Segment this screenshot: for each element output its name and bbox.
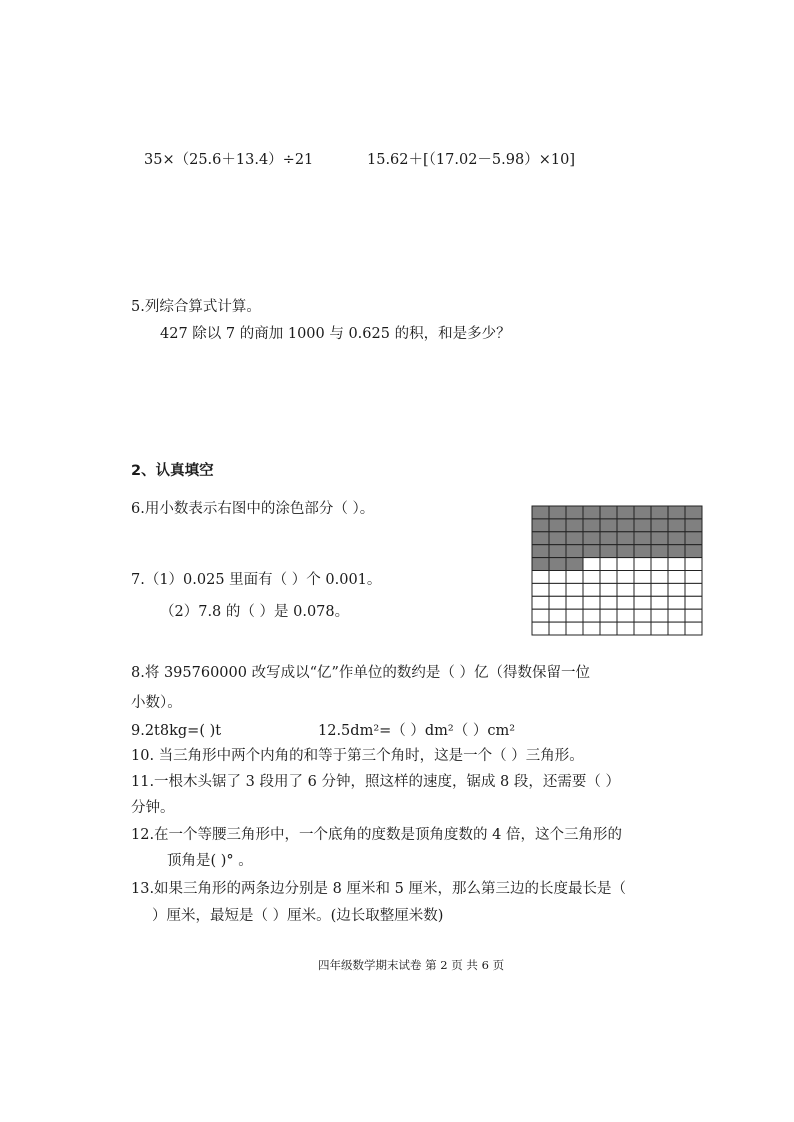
grid-cell bbox=[617, 571, 634, 584]
grid-cell-shaded bbox=[549, 519, 566, 532]
grid-cell bbox=[651, 571, 668, 584]
q6-text: 6.用小数表示右图中的涂色部分（ ）。 bbox=[131, 501, 375, 517]
grid-cell-shaded bbox=[634, 545, 651, 558]
q7-line2: （2）7.8 的（ ）是 0.078。 bbox=[160, 604, 350, 620]
grid-cell bbox=[532, 596, 549, 609]
grid-cell bbox=[617, 583, 634, 596]
grid-cell bbox=[600, 622, 617, 635]
q13-line1: 13.如果三角形的两条边分别是 8 厘米和 5 厘米，那么第三边的长度最长是（ bbox=[131, 881, 626, 897]
grid-cell-shaded bbox=[685, 545, 702, 558]
grid-cell bbox=[566, 596, 583, 609]
grid-cell-shaded bbox=[566, 558, 583, 571]
grid-cell-shaded bbox=[651, 506, 668, 519]
grid-cell-shaded bbox=[600, 532, 617, 545]
grid-cell bbox=[651, 609, 668, 622]
grid-cell bbox=[600, 571, 617, 584]
q12-line2: 顶角是( )° 。 bbox=[167, 853, 253, 869]
grid-cell-shaded bbox=[532, 545, 549, 558]
grid-cell-shaded bbox=[549, 532, 566, 545]
grid-cell bbox=[549, 583, 566, 596]
q9-part1: 9.2t8kg=( )t bbox=[131, 723, 222, 739]
grid-cell bbox=[600, 583, 617, 596]
q8-line1: 8.将 395760000 改写成以“亿”作单位的数约是（ ）亿（得数保留一位 bbox=[131, 665, 591, 681]
grid-cell-shaded bbox=[651, 532, 668, 545]
grid-cell bbox=[617, 558, 634, 571]
grid-cell-shaded bbox=[617, 545, 634, 558]
grid-cell bbox=[668, 583, 685, 596]
grid-cell-shaded bbox=[600, 519, 617, 532]
grid-cell-shaded bbox=[549, 506, 566, 519]
grid-cell bbox=[685, 596, 702, 609]
grid-cell bbox=[532, 622, 549, 635]
grid-cell-shaded bbox=[634, 519, 651, 532]
grid-cell bbox=[651, 583, 668, 596]
grid-cell bbox=[634, 558, 651, 571]
grid-cell-shaded bbox=[583, 545, 600, 558]
grid-cell bbox=[549, 609, 566, 622]
grid-cell bbox=[600, 558, 617, 571]
grid-cell bbox=[651, 558, 668, 571]
grid-cell bbox=[549, 596, 566, 609]
grid-cell bbox=[651, 622, 668, 635]
grid-cell bbox=[583, 609, 600, 622]
calc-expression-1: 35×（25.6＋13.4）÷21 bbox=[144, 152, 314, 168]
calc-expression-2: 15.62＋[（17.02－5.98）×10] bbox=[367, 152, 575, 168]
q10-text: 10. 当三角形中两个内角的和等于第三个角时，这是一个（ ）三角形。 bbox=[131, 748, 584, 764]
grid-cell bbox=[634, 596, 651, 609]
grid-cell bbox=[583, 622, 600, 635]
grid-cell bbox=[617, 596, 634, 609]
grid-cell bbox=[668, 571, 685, 584]
grid-cell bbox=[685, 609, 702, 622]
grid-cell bbox=[566, 583, 583, 596]
q5-title: 5.列综合算式计算。 bbox=[131, 299, 261, 315]
grid-cell-shaded bbox=[668, 519, 685, 532]
grid-cell bbox=[583, 558, 600, 571]
grid-cell-shaded bbox=[532, 532, 549, 545]
grid-cell bbox=[583, 596, 600, 609]
grid-cell-shaded bbox=[651, 519, 668, 532]
section-title: 2、认真填空 bbox=[131, 463, 214, 479]
grid-cell-shaded bbox=[566, 532, 583, 545]
grid-cell-shaded bbox=[566, 506, 583, 519]
grid-cell bbox=[600, 596, 617, 609]
grid-cell-shaded bbox=[668, 506, 685, 519]
grid-cell bbox=[634, 583, 651, 596]
q7-line1: 7.（1）0.025 里面有（ ）个 0.001。 bbox=[131, 572, 382, 588]
grid-cell bbox=[566, 609, 583, 622]
grid-cell bbox=[634, 609, 651, 622]
q11-line1: 11.一根木头锯了 3 段用了 6 分钟，照这样的速度，锯成 8 段，还需要（ ） bbox=[131, 774, 620, 790]
grid-cell-shaded bbox=[532, 506, 549, 519]
grid-cell-shaded bbox=[600, 545, 617, 558]
grid-cell bbox=[651, 596, 668, 609]
grid-cell bbox=[668, 622, 685, 635]
grid-cell bbox=[566, 571, 583, 584]
grid-cell-shaded bbox=[651, 545, 668, 558]
grid-cell bbox=[532, 583, 549, 596]
grid-cell-shaded bbox=[549, 558, 566, 571]
grid-cell-shaded bbox=[617, 532, 634, 545]
grid-cell-shaded bbox=[685, 506, 702, 519]
grid-cell-shaded bbox=[634, 532, 651, 545]
grid-cell bbox=[583, 571, 600, 584]
q9-part2: 12.5dm²=（ ）dm²（ ）cm² bbox=[318, 723, 516, 739]
grid-cell bbox=[685, 558, 702, 571]
grid-cell-shaded bbox=[549, 545, 566, 558]
grid-cell-shaded bbox=[600, 506, 617, 519]
grid-cell-shaded bbox=[634, 506, 651, 519]
grid-cell-shaded bbox=[532, 558, 549, 571]
grid-cell bbox=[566, 622, 583, 635]
grid-cell bbox=[685, 583, 702, 596]
q5-text: 427 除以 7 的商加 1000 与 0.625 的积，和是多少？ bbox=[160, 326, 511, 342]
page-footer: 四年级数学期末试卷 第 2 页 共 6 页 bbox=[318, 958, 505, 972]
grid-cell-shaded bbox=[617, 506, 634, 519]
grid-cell-shaded bbox=[685, 532, 702, 545]
grid-cell bbox=[668, 558, 685, 571]
grid-cell bbox=[634, 622, 651, 635]
grid-cell bbox=[617, 609, 634, 622]
grid-cell-shaded bbox=[583, 532, 600, 545]
grid-cell-shaded bbox=[617, 519, 634, 532]
grid-cell-shaded bbox=[668, 532, 685, 545]
q8-line2: 小数）。 bbox=[131, 695, 182, 711]
grid-cell bbox=[532, 609, 549, 622]
grid-cell-shaded bbox=[566, 545, 583, 558]
grid-cell-shaded bbox=[583, 506, 600, 519]
grid-cell bbox=[549, 622, 566, 635]
grid-cell-shaded bbox=[566, 519, 583, 532]
grid-cell bbox=[668, 596, 685, 609]
decimal-grid-figure bbox=[531, 505, 703, 636]
grid-cell bbox=[685, 571, 702, 584]
grid-cell bbox=[617, 622, 634, 635]
grid-cell bbox=[634, 571, 651, 584]
q11-line2: 分钟。 bbox=[131, 800, 175, 816]
grid-cell bbox=[532, 571, 549, 584]
grid-cell bbox=[583, 583, 600, 596]
grid-cell-shaded bbox=[583, 519, 600, 532]
grid-cell bbox=[600, 609, 617, 622]
grid-cell-shaded bbox=[685, 519, 702, 532]
grid-cell-shaded bbox=[532, 519, 549, 532]
q12-line1: 12.在一个等腰三角形中，一个底角的度数是顶角度数的 4 倍，这个三角形的 bbox=[131, 827, 623, 843]
grid-cell bbox=[685, 622, 702, 635]
grid-cell-shaded bbox=[668, 545, 685, 558]
grid-cell bbox=[549, 571, 566, 584]
q13-line2: ）厘米，最短是（ ）厘米。(边长取整厘米数) bbox=[152, 908, 444, 924]
grid-cell bbox=[668, 609, 685, 622]
